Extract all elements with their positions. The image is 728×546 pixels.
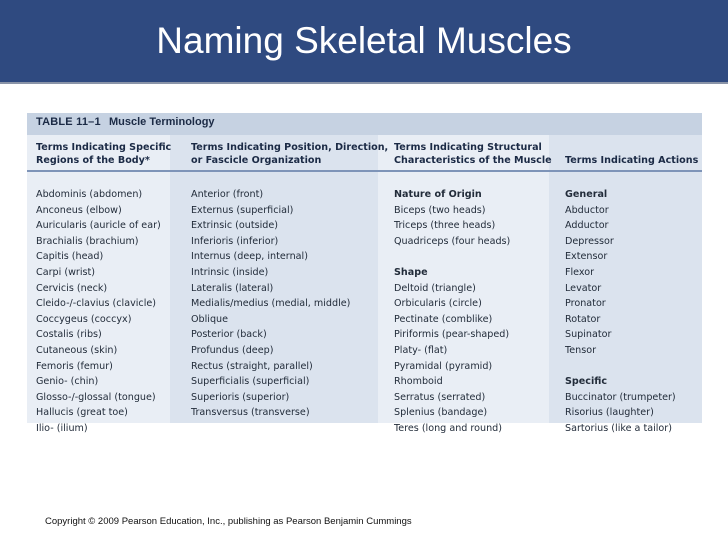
- table-cell: Oblique: [191, 313, 229, 325]
- table-cell: Piriformis (pear-shaped): [394, 329, 510, 341]
- table-cell: Depressor: [565, 235, 614, 247]
- column-items: [36, 187, 161, 437]
- table-cell: Buccinator (trumpeter): [565, 391, 676, 403]
- table-cell: Serratus (serrated): [394, 391, 486, 403]
- section-heading: Specific: [565, 376, 608, 388]
- table-cell: Medialis/medius (medial, middle): [191, 298, 351, 310]
- column-header: Terms Indicating Position, Direction, or Fascicle Organization: [191, 142, 389, 166]
- column-items: [394, 187, 510, 437]
- header-rule: [27, 170, 702, 172]
- table-cell: Flexor: [565, 266, 595, 278]
- table-caption-bar: [27, 113, 702, 135]
- table-cell: Splenius (bandage): [394, 407, 488, 419]
- table-cell: Lateralis (lateral): [191, 282, 274, 294]
- table-cell: Sartorius (like a tailor): [565, 422, 672, 434]
- table-cell: Anconeus (elbow): [36, 204, 122, 216]
- table-cell: Deltoid (triangle): [394, 282, 476, 294]
- table-cell: Extensor: [565, 251, 608, 263]
- table-cell: Rotator: [565, 313, 601, 325]
- table-cell: Rhomboid: [394, 376, 443, 388]
- table-cell: Pyramidal (pyramid): [394, 360, 493, 372]
- table-cell: Brachialis (brachium): [36, 235, 139, 247]
- table-cell: Cervicis (neck): [36, 282, 108, 294]
- column-header: Terms Indicating Structural Characteristics of the Muscle: [394, 142, 552, 166]
- table-cell: Rectus (straight, parallel): [191, 360, 313, 372]
- table-cell: Costalis (ribs): [36, 329, 102, 341]
- table-cell: Superficialis (superficial): [191, 376, 310, 388]
- column-header: Terms Indicating Actions: [565, 155, 699, 166]
- table-cell: Cutaneous (skin): [36, 344, 118, 356]
- section-heading: Shape: [394, 266, 428, 278]
- table-cell: Pronator: [565, 298, 606, 310]
- table-cell: Extrinsic (outside): [191, 220, 279, 232]
- table-cell: Cleido-/-clavius (clavicle): [36, 298, 157, 310]
- table-cell: Pectinate (comblike): [394, 313, 493, 325]
- table-cell: Abdominis (abdomen): [36, 189, 143, 200]
- section-heading: General: [565, 189, 608, 200]
- table-cell: Teres (long and round): [394, 422, 503, 434]
- table-cell: Transversus (transverse): [191, 407, 310, 419]
- slide-title: Naming Skeletal Muscles: [156, 20, 572, 61]
- column-items: [565, 187, 676, 437]
- column-items: [191, 187, 350, 421]
- table-cell: Tensor: [565, 344, 597, 356]
- table-caption: Muscle Terminology: [109, 116, 215, 128]
- table-cell: Profundus (deep): [191, 344, 274, 356]
- table-cell: Anterior (front): [191, 189, 264, 200]
- table-cell: Carpi (wrist): [36, 266, 96, 278]
- table-cell: Auricularis (auricle of ear): [36, 220, 161, 232]
- table-cell: Hallucis (great toe): [36, 407, 128, 419]
- table-cell: Posterior (back): [191, 329, 267, 341]
- table-cell: Quadriceps (four heads): [394, 235, 511, 247]
- table-cell: Adductor: [565, 220, 609, 232]
- table-cell: Internus (deep, internal): [191, 251, 308, 263]
- table-cell: Capitis (head): [36, 251, 104, 263]
- table-cell: Femoris (femur): [36, 360, 113, 372]
- table-cell: Supinator: [565, 329, 612, 341]
- table-cell: Triceps (three heads): [394, 220, 496, 232]
- table-cell: Inferioris (inferior): [191, 235, 279, 247]
- terminology-table: [27, 113, 702, 434]
- copyright-notice: Copyright © 2009 Pearson Education, Inc., publishing as Pearson Benjamin Cummings: [45, 516, 412, 527]
- table-cell: Coccygeus (coccyx): [36, 313, 132, 325]
- table-number: TABLE 11–1: [36, 116, 101, 128]
- table-cell: Glosso-/-glossal (tongue): [36, 391, 156, 403]
- title-bar: [0, 0, 728, 84]
- table-cell: [565, 359, 676, 375]
- table-cell: Platy- (flat): [394, 344, 448, 356]
- table-cell: Levator: [565, 282, 602, 294]
- table-cell: Risorius (laughter): [565, 407, 654, 419]
- table-cell: Orbicularis (circle): [394, 298, 482, 310]
- table-cell: Ilio- (ilium): [36, 422, 88, 434]
- table-cell: Genio- (chin): [36, 376, 99, 388]
- section-heading: Nature of Origin: [394, 189, 482, 200]
- table-cell: [394, 249, 510, 265]
- table-cell: Biceps (two heads): [394, 204, 486, 216]
- column-header: Terms Indicating Specific Regions of the Body*: [36, 142, 172, 166]
- table-cell: Intrinsic (inside): [191, 266, 269, 278]
- table-cell: Abductor: [565, 204, 609, 216]
- table-cell: Superioris (superior): [191, 391, 290, 403]
- table-cell: Externus (superficial): [191, 204, 294, 216]
